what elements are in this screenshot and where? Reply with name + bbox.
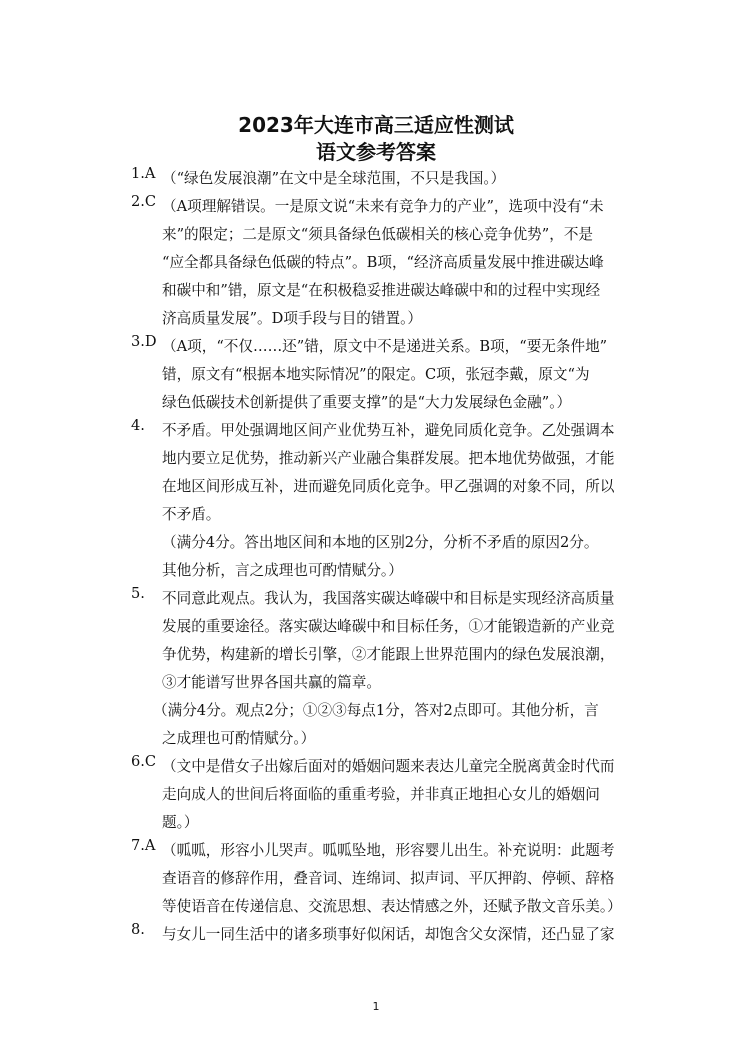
answer-number: 7.A <box>131 837 156 854</box>
scoring-note <box>131 697 631 753</box>
answer-line: 不矛盾。 <box>162 506 221 523</box>
answer-line: （呱呱，形容小儿哭声。呱呱坠地，形容婴儿出生。补充说明：此题考 <box>162 842 615 859</box>
answer-line: 查语音的修辞作用，叠音词、连绵词、拟声词、平仄押韵、停顿、辞格 <box>162 870 615 887</box>
answer-line: （A项理解错误。一是原文说“未来有竞争力的产业”，选项中没有“未 <box>162 198 604 215</box>
answer-item <box>131 753 631 837</box>
answer-item <box>131 837 631 921</box>
answer-line: 和碳中和”错，原文是“在积极稳妥推进碳达峰碳中和的过程中实现经 <box>162 282 601 299</box>
answer-line: 之成理也可酌情赋分。） <box>162 730 316 747</box>
answer-line: 绿色低碳技术创新提供了重要支撑”的是“大力发展绿色金融”。） <box>162 394 572 411</box>
answer-line: （文中是借女子出嫁后面对的婚姻问题来表达儿童完全脱离黄金时代而 <box>162 758 615 775</box>
answer-line: 在地区间形成互补，进而避免同质化竞争。甲乙强调的对象不同，所以 <box>162 478 615 495</box>
answer-line: （A项，“不仅……还”错，原文中不是递进关系。B项，“要无条件地” <box>162 338 608 355</box>
answer-line: 等使语音在传递信息、交流思想、表达情感之外，还赋予散文音乐美。） <box>162 898 622 915</box>
answer-line: 地内要立足优势，推动新兴产业融合集群发展。把本地优势做强，才能 <box>162 450 615 467</box>
answer-item <box>131 333 631 417</box>
answer-line: 不同意此观点。我认为，我国落实碳达峰碳中和目标是实现经济高质量 <box>162 590 615 607</box>
answer-item <box>131 585 631 697</box>
answer-line: 题。） <box>162 814 199 831</box>
answer-line: “应全都具备绿色低碳的特点”。B项，“经济高质量发展中推进碳达峰 <box>162 254 604 271</box>
page-number: 1 <box>372 1000 380 1013</box>
answer-item <box>131 921 631 949</box>
answer-line: 济高质量发展”。D项手段与目的错置。） <box>162 310 422 327</box>
answer-number: 3.D <box>131 333 157 350</box>
answer-list <box>131 165 631 949</box>
document-subtitle: 语文参考答案 <box>316 140 436 164</box>
answer-line: ③才能谱写世界各国共赢的篇章。 <box>162 674 381 691</box>
answer-number: 6.C <box>131 753 157 770</box>
answer-line: （“绿色发展浪潮”在文中是全球范围，不只是我国。） <box>162 170 506 187</box>
answer-number: 2.C <box>131 193 157 210</box>
answer-line: 发展的重要途径。落实碳达峰碳中和目标任务，①才能锻造新的产业竞 <box>162 618 615 635</box>
answer-line: 来”的限定；二是原文“须具备绿色低碳相关的核心竞争优势”，不是 <box>162 226 594 243</box>
answer-item <box>131 193 631 333</box>
answer-line: （满分4分。答出地区间和本地的区别2分，分析不矛盾的原因2分。 <box>162 534 599 551</box>
answer-number: 8. <box>131 921 145 938</box>
answer-line: 其他分析，言之成理也可酌情赋分。） <box>162 562 403 579</box>
answer-number: 1.A <box>131 165 156 182</box>
document-title: 2023年大连市高三适应性测试 <box>238 113 514 137</box>
answer-line: 与女儿一同生活中的诸多琐事好似闲话，却饱含父女深情，还凸显了家 <box>162 926 615 943</box>
answer-line: 争优势，构建新的增长引擎，②才能跟上世界范围内的绿色发展浪潮， <box>162 646 615 663</box>
answer-item <box>131 417 631 529</box>
answer-line: （满分4分。观点2分；①②③每点1分，答对2点即可。其他分析，言 <box>153 702 599 719</box>
answer-number: 5. <box>131 585 145 602</box>
answer-line: 不矛盾。甲处强调地区间产业优势互补，避免同质化竞争。乙处强调本 <box>162 422 615 439</box>
answer-item <box>131 165 631 193</box>
answer-number: 4. <box>131 417 145 434</box>
scoring-note <box>131 529 631 585</box>
answer-line: 走向成人的世间后将面临的重重考验，并非真正地担心女儿的婚姻问 <box>162 786 600 803</box>
answer-line: 错，原文有“根据本地实际情况”的限定。C项，张冠李戴，原文“为 <box>162 366 590 383</box>
